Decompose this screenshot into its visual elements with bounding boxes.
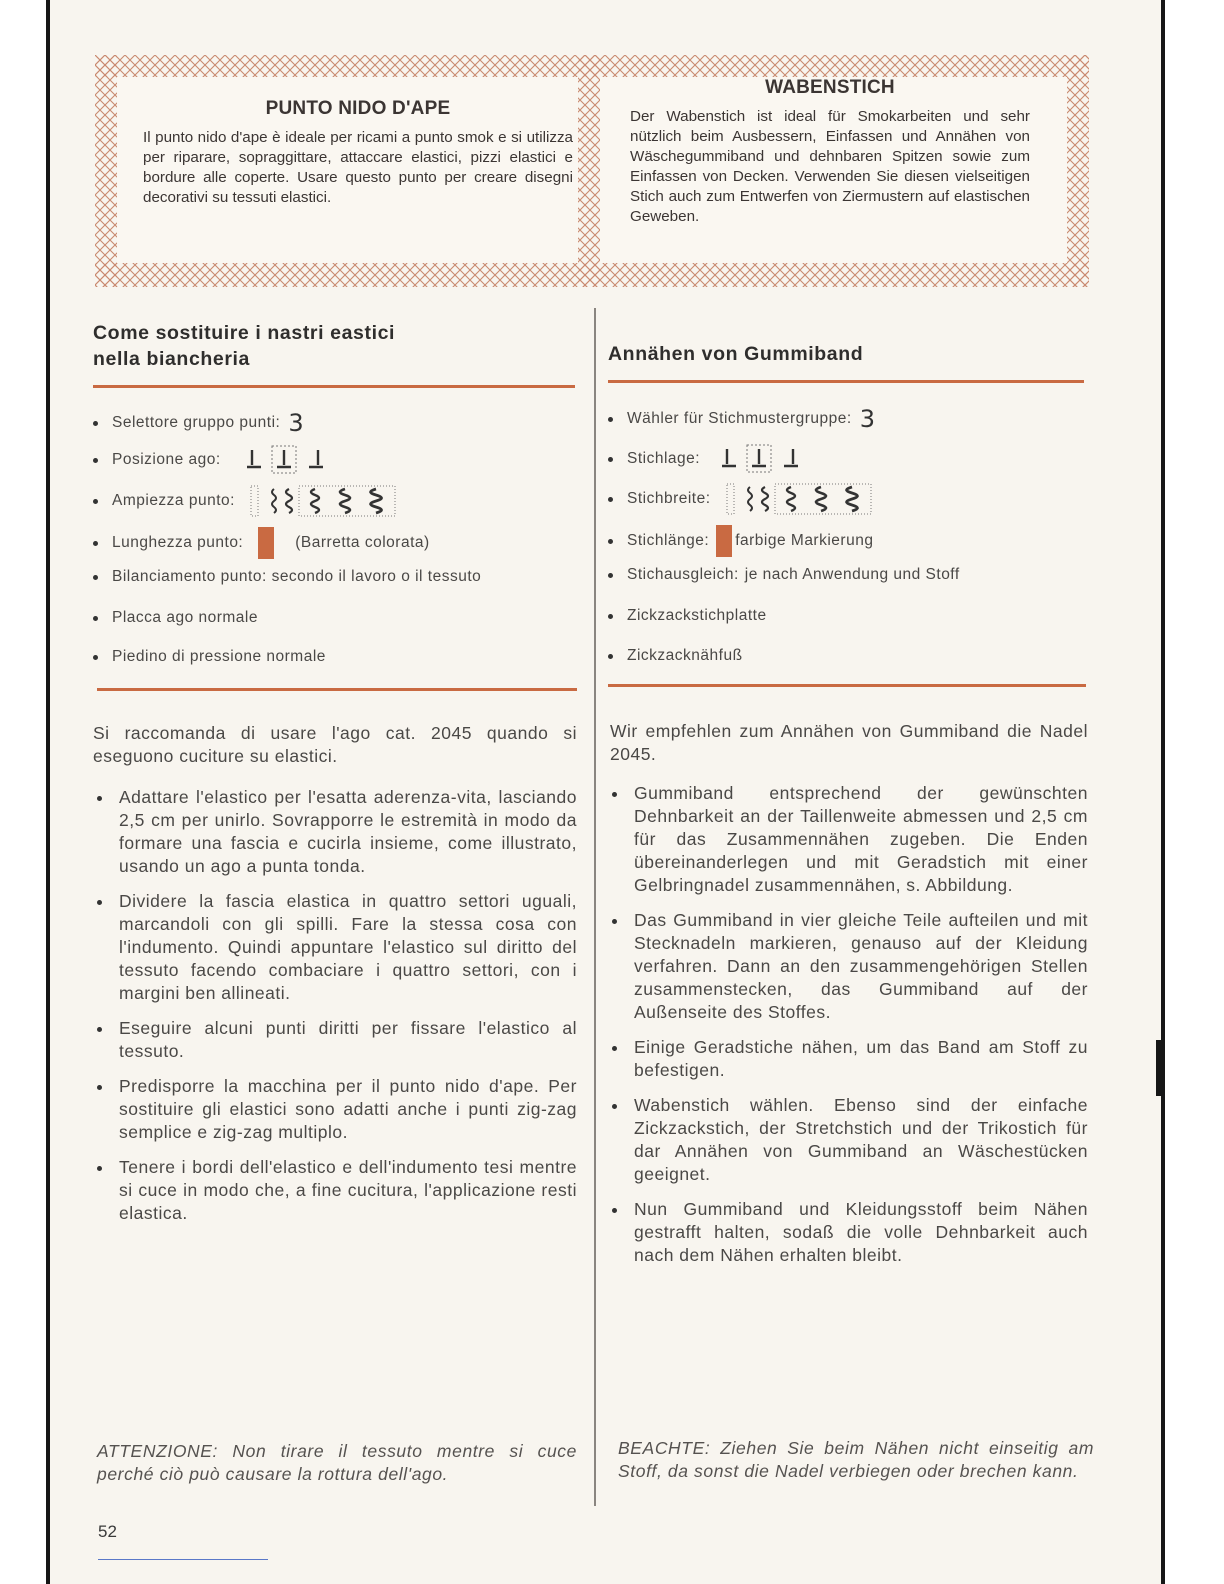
link-underline: [98, 1559, 268, 1560]
setting-label: Posizione ago:: [112, 451, 221, 468]
list-item: Dividere la fascia elastica in quattro settori uguali, marcandoli con gli spilli. Fare la stessa cosa con l'indumento. Quindi appuntare l'elastico sul diritto del tessuto facendo combaciare i quattro settori, con i margini ben allineati.: [93, 890, 577, 1005]
setting-label: Stichausgleich:: [627, 566, 739, 583]
setting-label: Stichlänge:: [627, 532, 710, 549]
stitch-length-marker-icon: [257, 526, 275, 560]
stitch-width-icon: [725, 482, 875, 516]
list-item: [608, 524, 873, 558]
setting-label: Piedino di pressione normale: [112, 648, 326, 665]
needle-position-icon: [245, 445, 341, 475]
italian-section-title-line2: nella biancheria: [93, 348, 250, 370]
setting-label: Bilanciamento punto: secondo il lavoro o il tessuto: [112, 568, 482, 585]
setting-label: Lunghezza punto:: [112, 534, 244, 551]
list-item: [608, 607, 767, 625]
needle-position-icon: [720, 444, 816, 474]
german-intro: Wir empfehlen zum Annähen von Gummiband die Nadel 2045.: [610, 721, 1088, 764]
list-item: [93, 568, 481, 586]
italian-intro: Si raccomanda di usare l'ago cat. 2045 quando si eseguono cuciture su elastici.: [93, 723, 577, 766]
column-divider: [594, 308, 596, 1506]
list-item: Predisporre la macchina per il punto nido d'ape. Per sostituire gli elastici sono adatti anche i punti zig-zag semplice e zig-zag multiplo.: [93, 1075, 577, 1144]
scan-margin: [0, 0, 46, 1584]
list-item: [608, 647, 743, 665]
german-box-text: Der Wabenstich ist ideal für Smokarbeiten und sehr nützlich beim Ausbessern, Einfassen und Annähen von Wäschegummiband und dehnbaren Spitzen sowie zum Einfassen von Decken. Verwenden Sie diesen vielseitigen Stich auch zum Entwerfen von Ziermustern auf elastischen Geweben.: [630, 108, 1030, 225]
stitch-length-marker-icon: [715, 524, 733, 558]
stitch-group-value: 3: [859, 405, 876, 433]
list-item: Einige Geradstiche nähen, um das Band am Stoff zu befestigen.: [608, 1036, 1088, 1082]
scan-edge-mark: [1156, 1040, 1162, 1096]
italian-rule-bottom: [97, 688, 577, 691]
stitch-length-value: (Barretta colorata): [295, 534, 430, 551]
stitch-group-value: 3: [288, 409, 305, 437]
list-item: [608, 482, 875, 516]
german-steps: [608, 782, 1088, 1279]
stitch-width-icon: [249, 484, 399, 518]
page-number: 52: [98, 1522, 117, 1541]
list-item: Adattare l'elastico per l'esatta aderenza-vita, lasciando 2,5 cm per unirlo. Sovrapporre le estremità in modo da formare una fascia e cucirla insieme, come illustrato, usando un ago a punta tonda.: [93, 786, 577, 878]
german-box-title: WABENSTICH: [765, 77, 895, 98]
stitch-description-boxes: [95, 55, 1089, 287]
german-warning-note: BEACHTE: Ziehen Sie beim Nähen nicht einseitig am Stoff, da sonst die Nadel verbiegen oder brechen kann.: [618, 1438, 1094, 1481]
list-item: [93, 526, 430, 560]
scan-edge-right: [1161, 0, 1165, 1584]
setting-label: Wähler für Stichmustergruppe:: [627, 410, 852, 427]
list-item: Das Gummiband in vier gleiche Teile aufteilen und mit Stecknadeln markieren, genauso auf der Kleidung verfahren. Dann an den zusammengehörigen Stellen zusammenstecken, das Gummiband auf der Außenseite des Stoffes.: [608, 909, 1088, 1024]
setting-label: Selettore gruppo punti:: [112, 414, 281, 431]
list-item: [93, 609, 258, 627]
italian-box-text: Il punto nido d'ape è ideale per ricami a punto smok e si utilizza per riparare, sopraggittare, attaccare elastici, pizzi elastici e bordure alle coperte. Usare questo punto per creare disegni decorativi su tessuti elastici.: [143, 129, 573, 206]
list-item: [93, 409, 304, 437]
list-item: [608, 405, 875, 433]
italian-rule-top: [93, 385, 575, 388]
setting-label: Placca ago normale: [112, 609, 258, 626]
list-item: Gummiband entsprechend der gewünschten Dehnbarkeit an der Taillenweite abmessen und 2,5 cm für das Zusammennähen zugeben. Die Enden übereinanderlegen und mit Geradstich mit einer Gelbringnadel zusammennähen, s. Abbildung.: [608, 782, 1088, 897]
list-item: Eseguire alcuni punti diritti per fissare l'elastico al tessuto.: [93, 1017, 577, 1063]
setting-label: Stichlage:: [627, 450, 701, 467]
german-box: [630, 77, 1030, 227]
stitch-balance-value: je nach Anwendung und Stoff: [744, 566, 960, 583]
german-rule-bottom: [608, 684, 1086, 687]
list-item: [93, 445, 341, 475]
list-item: Nun Gummiband und Kleidungsstoff beim Nähen gestrafft halten, sodaß die volle Dehnbarkeit auch nach dem Nähen erhalten bleibt.: [608, 1198, 1088, 1267]
german-section-title: Annähen von Gummiband: [608, 343, 864, 365]
italian-warning-note: ATTENZIONE: Non tirare il tessuto mentre si cuce perché ciò può causare la rottura dell'ago.: [97, 1441, 577, 1484]
italian-section-title: [93, 320, 395, 372]
list-item: [93, 484, 399, 518]
setting-label: Stichbreite:: [627, 490, 711, 507]
list-item: Wabenstich wählen. Ebenso sind der einfache Zickzackstich, der Stretchstich und der Trikostich für dar Annähen von Gummiband an Wäschestücken geeignet.: [608, 1094, 1088, 1186]
italian-steps: [93, 786, 577, 1237]
list-item: [608, 444, 816, 474]
list-item: Tenere i bordi dell'elastico e dell'indumento tesi mentre si cuce in modo che, a fine cucitura, l'applicazione resti elastica.: [93, 1156, 577, 1225]
stitch-length-value: farbige Markierung: [735, 532, 874, 549]
list-item: [93, 648, 326, 666]
list-item: [608, 566, 960, 584]
setting-label: Zickzackstichplatte: [627, 607, 767, 624]
setting-label: Zickzacknähfuß: [627, 647, 743, 664]
setting-label: Ampiezza punto:: [112, 492, 235, 509]
german-rule-top: [608, 380, 1084, 383]
italian-section-title-line1: Come sostituire i nastri eastici: [93, 322, 396, 344]
italian-box: [143, 98, 573, 208]
italian-box-title: PUNTO NIDO D'APE: [265, 98, 451, 119]
